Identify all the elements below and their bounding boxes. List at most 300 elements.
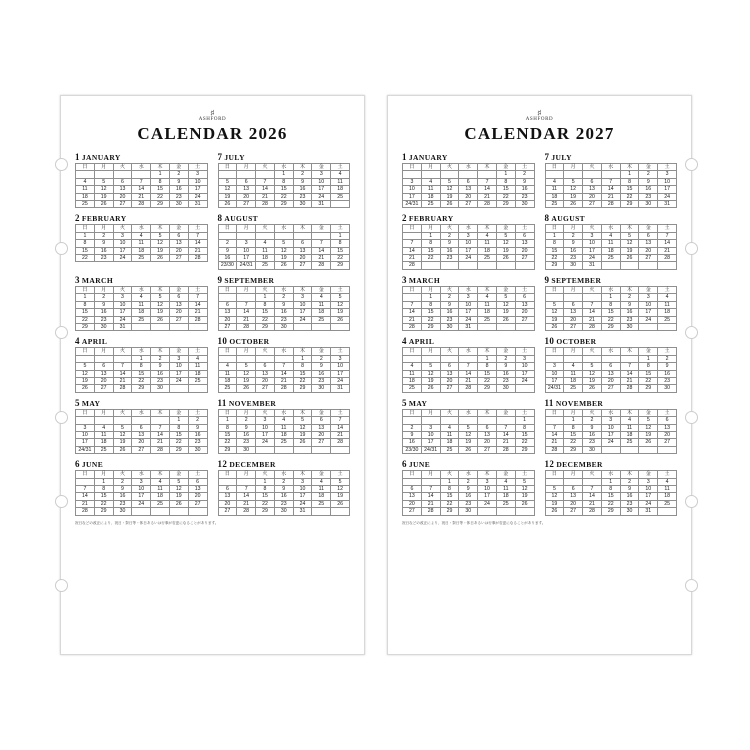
month-table (218, 470, 351, 515)
day-cell: 16 (639, 186, 658, 193)
day-cell: 26 (113, 446, 132, 453)
day-cell: 10 (459, 301, 478, 308)
day-cell: 27 (113, 201, 132, 208)
weekday-header: 木 (478, 471, 497, 478)
day-cell-empty (312, 323, 331, 330)
binder-hole (55, 326, 68, 339)
day-cell: 7 (188, 232, 207, 239)
week-row (403, 493, 535, 500)
day-cell: 17 (639, 309, 658, 316)
day-cell-empty (293, 323, 312, 330)
day-cell: 20 (132, 439, 151, 446)
day-cell-empty (583, 478, 602, 485)
week-row (218, 486, 350, 493)
day-cell-empty (459, 262, 478, 269)
day-cell: 1 (331, 232, 350, 239)
day-cell: 18 (218, 377, 237, 384)
day-cell: 25 (421, 201, 440, 208)
day-cell: 19 (515, 493, 534, 500)
day-cell: 11 (658, 301, 677, 308)
day-cell: 10 (132, 486, 151, 493)
weekday-header: 土 (188, 225, 207, 232)
day-cell: 13 (564, 309, 583, 316)
week-row (545, 385, 677, 392)
day-cell: 18 (658, 493, 677, 500)
week-row (218, 255, 350, 262)
day-cell: 23 (564, 255, 583, 262)
weekday-header: 月 (421, 348, 440, 355)
day-cell: 30 (515, 201, 534, 208)
day-cell: 11 (658, 486, 677, 493)
month-block-november (545, 398, 678, 454)
day-cell: 24 (478, 500, 497, 507)
week-row (403, 385, 535, 392)
day-cell: 28 (620, 385, 639, 392)
month-number: 3 (75, 274, 80, 285)
day-cell: 9 (583, 424, 602, 431)
day-cell: 21 (237, 316, 256, 323)
weekday-header: 水 (274, 286, 293, 293)
day-cell: 30 (564, 262, 583, 269)
day-cell: 21 (256, 193, 275, 200)
day-cell: 28 (583, 508, 602, 515)
day-cell: 1 (564, 417, 583, 424)
weekday-header: 木 (151, 348, 170, 355)
day-cell: 30 (620, 508, 639, 515)
day-cell: 5 (151, 232, 170, 239)
day-cell: 6 (113, 178, 132, 185)
day-cell: 22 (421, 255, 440, 262)
weekday-header-row (403, 164, 535, 171)
week-row (218, 370, 350, 377)
day-cell: 17 (188, 186, 207, 193)
day-cell: 17 (169, 370, 188, 377)
day-cell: 23 (312, 377, 331, 384)
day-cell: 6 (237, 178, 256, 185)
day-cell: 4 (478, 294, 497, 301)
day-cell-empty (188, 323, 207, 330)
day-cell-empty (545, 478, 564, 485)
day-cell-empty (564, 478, 583, 485)
day-cell: 30 (312, 385, 331, 392)
day-cell: 31 (658, 201, 677, 208)
day-cell: 25 (151, 500, 170, 507)
day-cell: 2 (94, 232, 113, 239)
week-row (218, 493, 350, 500)
week-row (545, 370, 677, 377)
day-cell: 5 (496, 232, 515, 239)
month-number: 1 (402, 152, 407, 162)
day-cell: 24/31 (403, 201, 422, 208)
day-cell: 22 (478, 377, 497, 384)
day-cell: 9 (403, 431, 422, 438)
day-cell: 11 (151, 486, 170, 493)
day-cell: 17 (545, 377, 564, 384)
footnote: 祝日などの改正により、祝日・祭日等・休日あるいは行事が変更になることがあります。 (75, 520, 219, 525)
week-row (545, 186, 677, 193)
day-cell: 30 (274, 508, 293, 515)
weekday-header: 土 (515, 348, 534, 355)
week-row (403, 247, 535, 254)
day-cell: 30 (496, 385, 515, 392)
binder-hole (685, 579, 698, 592)
day-cell: 25 (76, 201, 95, 208)
day-cell-empty (658, 323, 677, 330)
month-table (545, 409, 678, 454)
months-grid-2027 (402, 152, 677, 516)
month-number: 9 (217, 274, 223, 285)
week-row (545, 493, 677, 500)
day-cell: 24 (256, 439, 275, 446)
day-cell: 25 (256, 262, 275, 269)
day-cell: 7 (312, 240, 331, 247)
month-number: 11 (217, 397, 227, 408)
weekday-header: 火 (440, 225, 459, 232)
day-cell: 25 (564, 385, 583, 392)
month-number: 9 (544, 274, 550, 285)
day-cell: 7 (274, 363, 293, 370)
weekday-header: 日 (218, 225, 237, 232)
day-cell-empty (478, 262, 497, 269)
weekday-header: 月 (94, 164, 113, 171)
day-cell: 10 (545, 370, 564, 377)
day-cell: 13 (169, 301, 188, 308)
page-title: CALENDAR 2027 (464, 124, 615, 143)
month-heading (75, 459, 208, 469)
day-cell: 18 (478, 247, 497, 254)
day-cell-empty (620, 262, 639, 269)
day-cell: 17 (515, 370, 534, 377)
day-cell: 20 (639, 247, 658, 254)
day-cell: 21 (601, 193, 620, 200)
day-cell: 7 (403, 240, 422, 247)
day-cell: 13 (256, 370, 275, 377)
month-heading (545, 275, 678, 285)
day-cell: 27 (515, 316, 534, 323)
weekday-header: 土 (331, 348, 350, 355)
week-row (403, 294, 535, 301)
day-cell: 20 (169, 247, 188, 254)
weekday-header: 金 (639, 164, 658, 171)
binder-hole (685, 326, 698, 339)
day-cell: 21 (658, 247, 677, 254)
day-cell-empty (564, 355, 583, 362)
binder-hole (685, 158, 698, 171)
day-cell: 7 (459, 363, 478, 370)
binder-holes-right (682, 96, 700, 654)
day-cell: 28 (403, 262, 422, 269)
day-cell: 6 (478, 424, 497, 431)
day-cell: 30 (620, 323, 639, 330)
day-cell: 4 (312, 478, 331, 485)
day-cell: 10 (188, 178, 207, 185)
day-cell-empty (440, 355, 459, 362)
month-number: 10 (544, 336, 555, 347)
day-cell: 15 (620, 186, 639, 193)
day-cell-empty (113, 171, 132, 178)
day-cell: 11 (132, 301, 151, 308)
day-cell-empty (256, 446, 275, 453)
week-row (545, 417, 677, 424)
day-cell: 9 (237, 424, 256, 431)
day-cell: 23 (237, 439, 256, 446)
day-cell: 12 (496, 240, 515, 247)
day-cell: 3 (293, 294, 312, 301)
weekday-header: 土 (658, 409, 677, 416)
day-cell: 8 (601, 486, 620, 493)
day-cell-empty (331, 323, 350, 330)
month-number: 4 (402, 336, 407, 347)
day-cell: 25 (496, 500, 515, 507)
weekday-header: 日 (218, 471, 237, 478)
day-cell-empty (515, 323, 534, 330)
day-cell: 4 (151, 478, 170, 485)
day-cell: 4 (403, 363, 422, 370)
day-cell: 2 (620, 294, 639, 301)
weekday-header: 土 (188, 348, 207, 355)
day-cell-empty (403, 417, 422, 424)
day-cell: 19 (545, 316, 564, 323)
weekday-header: 日 (76, 225, 95, 232)
day-cell: 15 (256, 309, 275, 316)
week-row (545, 363, 677, 370)
day-cell: 22 (293, 377, 312, 384)
day-cell: 5 (331, 294, 350, 301)
month-block-march (402, 275, 535, 331)
week-row (218, 294, 350, 301)
day-cell: 26 (169, 500, 188, 507)
week-row (76, 385, 208, 392)
weekday-header: 火 (113, 348, 132, 355)
day-cell-empty (132, 417, 151, 424)
weekday-header: 水 (132, 409, 151, 416)
day-cell: 6 (459, 178, 478, 185)
month-name: APRIL (408, 337, 435, 347)
day-cell: 3 (403, 178, 422, 185)
week-row (403, 309, 535, 316)
day-cell: 17 (331, 370, 350, 377)
day-cell: 2 (218, 240, 237, 247)
day-cell: 2 (151, 355, 170, 362)
day-cell: 14 (132, 186, 151, 193)
weekday-header: 日 (545, 348, 564, 355)
month-number: 7 (544, 152, 550, 162)
day-cell: 12 (151, 240, 170, 247)
day-cell: 15 (169, 431, 188, 438)
day-cell: 1 (169, 417, 188, 424)
day-cell: 2 (403, 424, 422, 431)
weekday-header: 日 (545, 225, 564, 232)
day-cell: 19 (331, 493, 350, 500)
month-number: 12 (544, 459, 555, 470)
day-cell-empty (256, 171, 275, 178)
day-cell: 4 (274, 417, 293, 424)
day-cell: 26 (440, 201, 459, 208)
day-cell: 23 (274, 316, 293, 323)
day-cell: 5 (76, 363, 95, 370)
day-cell: 5 (169, 478, 188, 485)
months-grid-2026 (75, 152, 350, 516)
day-cell: 6 (601, 363, 620, 370)
day-cell: 22 (151, 193, 170, 200)
week-row (545, 486, 677, 493)
day-cell: 13 (312, 424, 331, 431)
day-cell: 10 (421, 431, 440, 438)
day-cell: 14 (151, 431, 170, 438)
day-cell: 10 (639, 301, 658, 308)
day-cell: 17 (256, 431, 275, 438)
month-block-april (402, 336, 535, 392)
week-row (76, 247, 208, 254)
day-cell: 11 (274, 424, 293, 431)
month-table (75, 347, 208, 392)
day-cell: 24 (293, 316, 312, 323)
day-cell: 29 (274, 201, 293, 208)
day-cell: 29 (564, 446, 583, 453)
day-cell: 1 (256, 294, 275, 301)
weekday-header: 金 (496, 286, 515, 293)
month-table (402, 163, 535, 208)
day-cell-empty (545, 417, 564, 424)
weekday-header: 月 (421, 471, 440, 478)
day-cell: 31 (293, 508, 312, 515)
day-cell: 1 (421, 232, 440, 239)
week-row (218, 178, 350, 185)
day-cell: 15 (331, 247, 350, 254)
day-cell: 26 (331, 500, 350, 507)
day-cell: 11 (421, 186, 440, 193)
day-cell-empty (331, 446, 350, 453)
day-cell: 27 (312, 439, 331, 446)
month-number: 6 (75, 459, 80, 470)
day-cell-empty (639, 323, 658, 330)
weekday-header: 月 (237, 286, 256, 293)
day-cell: 20 (94, 377, 113, 384)
day-cell: 8 (331, 240, 350, 247)
day-cell: 15 (76, 309, 95, 316)
weekday-header: 土 (188, 286, 207, 293)
weekday-header: 水 (459, 286, 478, 293)
day-cell: 1 (94, 478, 113, 485)
weekday-header: 水 (601, 286, 620, 293)
day-cell: 22 (331, 255, 350, 262)
weekday-header: 水 (459, 348, 478, 355)
day-cell-empty (113, 417, 132, 424)
day-cell: 27 (583, 201, 602, 208)
month-name: SEPTEMBER (551, 275, 602, 285)
week-row (403, 363, 535, 370)
day-cell: 9 (515, 178, 534, 185)
day-cell: 9 (496, 363, 515, 370)
day-cell: 2 (237, 417, 256, 424)
day-cell: 5 (545, 486, 564, 493)
day-cell: 27 (459, 201, 478, 208)
day-cell: 18 (256, 255, 275, 262)
weekday-header: 木 (620, 286, 639, 293)
day-cell: 8 (515, 424, 534, 431)
day-cell: 1 (274, 171, 293, 178)
month-name: AUGUST (551, 214, 586, 224)
day-cell: 19 (545, 500, 564, 507)
week-row (545, 193, 677, 200)
weekday-header: 金 (169, 164, 188, 171)
day-cell: 15 (496, 186, 515, 193)
day-cell: 29 (218, 446, 237, 453)
day-cell: 17 (113, 309, 132, 316)
weekday-header: 月 (237, 471, 256, 478)
day-cell: 17 (658, 186, 677, 193)
month-block-august (545, 213, 678, 269)
day-cell: 24 (113, 255, 132, 262)
day-cell: 4 (478, 232, 497, 239)
day-cell: 1 (601, 294, 620, 301)
day-cell-empty (151, 417, 170, 424)
weekday-header: 月 (94, 286, 113, 293)
weekday-header: 金 (312, 471, 331, 478)
month-table (545, 347, 678, 392)
day-cell: 7 (545, 424, 564, 431)
day-cell: 18 (132, 309, 151, 316)
day-cell: 14 (188, 301, 207, 308)
day-cell: 21 (151, 439, 170, 446)
weekday-header: 火 (256, 225, 275, 232)
weekday-header-row (76, 409, 208, 416)
day-cell: 16 (218, 255, 237, 262)
day-cell: 13 (169, 240, 188, 247)
day-cell: 6 (583, 178, 602, 185)
day-cell: 29 (639, 385, 658, 392)
day-cell: 16 (274, 493, 293, 500)
day-cell: 23 (151, 377, 170, 384)
day-cell: 10 (293, 486, 312, 493)
weekday-header: 月 (94, 471, 113, 478)
day-cell: 19 (237, 377, 256, 384)
day-cell: 23 (274, 500, 293, 507)
day-cell: 14 (274, 370, 293, 377)
month-name: MAY (81, 398, 101, 408)
day-cell: 3 (169, 355, 188, 362)
month-heading (218, 152, 351, 162)
day-cell: 16 (403, 439, 422, 446)
day-cell: 29 (132, 385, 151, 392)
day-cell: 2 (94, 294, 113, 301)
day-cell: 1 (515, 417, 534, 424)
week-row (218, 478, 350, 485)
day-cell: 24 (331, 377, 350, 384)
binder-hole (55, 158, 68, 171)
day-cell: 26 (639, 439, 658, 446)
week-row (403, 439, 535, 446)
weekday-header: 水 (459, 225, 478, 232)
day-cell: 7 (113, 363, 132, 370)
week-row (76, 232, 208, 239)
day-cell-empty (169, 385, 188, 392)
day-cell: 9 (459, 486, 478, 493)
day-cell: 10 (293, 301, 312, 308)
day-cell: 17 (639, 493, 658, 500)
day-cell: 10 (169, 363, 188, 370)
day-cell: 11 (496, 486, 515, 493)
month-table (545, 470, 678, 515)
month-name: OCTOBER (229, 337, 270, 347)
day-cell: 30 (94, 323, 113, 330)
weekday-header: 金 (639, 286, 658, 293)
day-cell: 3 (113, 294, 132, 301)
day-cell: 8 (274, 178, 293, 185)
weekday-header-row (545, 348, 677, 355)
day-cell: 14 (113, 370, 132, 377)
week-row (403, 232, 535, 239)
